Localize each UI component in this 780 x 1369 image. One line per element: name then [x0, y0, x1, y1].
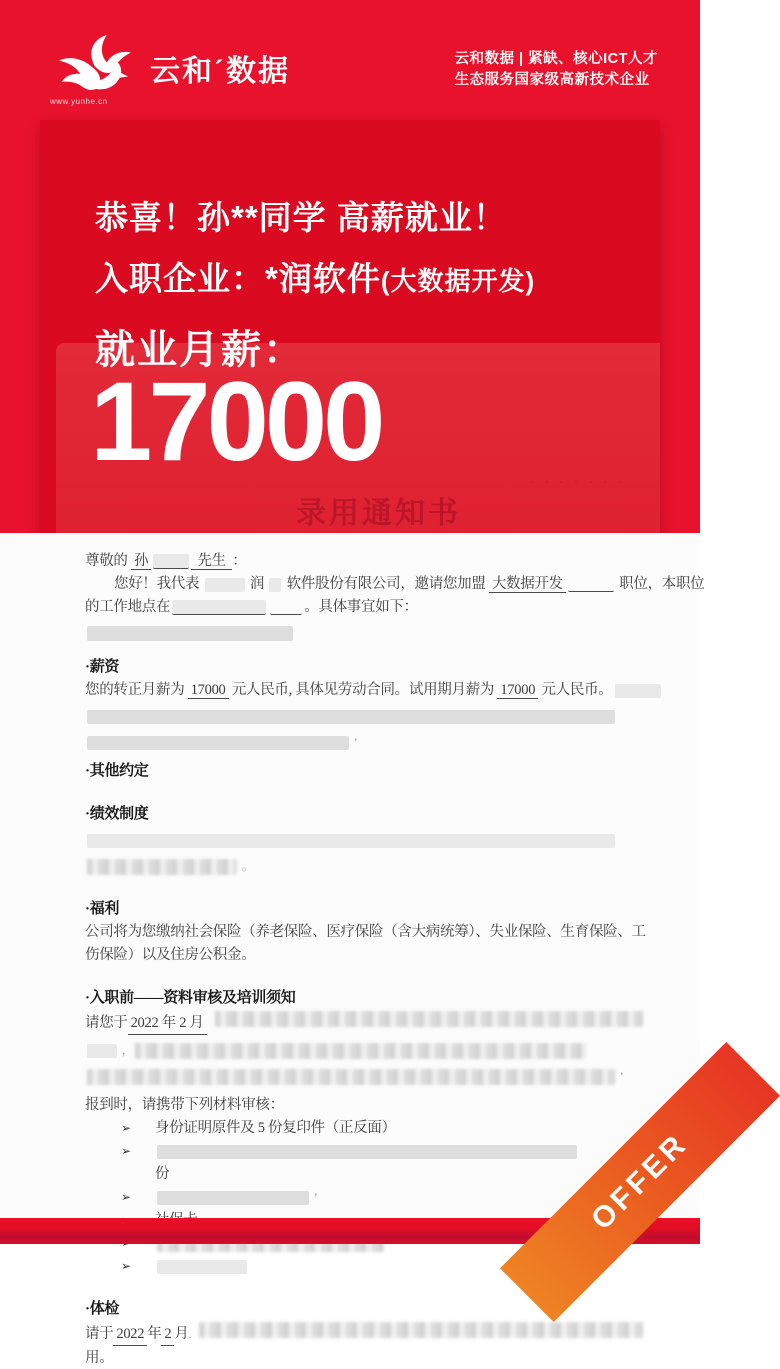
- letter-line: [85, 830, 645, 851]
- underlined-text: 17000: [497, 682, 538, 699]
- tagline-line2: 生态服务国家级高新技术企业: [454, 72, 650, 88]
- section-heading: [85, 657, 645, 678]
- letter-text: 请您于: [85, 1015, 128, 1031]
- underlined-text: 大数据开发: [489, 576, 566, 593]
- redacted-block: [269, 578, 281, 592]
- congrats-line: 恭喜！孙**同学 高薪就业！: [95, 199, 507, 236]
- letter-text: ，: [119, 1043, 134, 1057]
- redacted-block: [87, 859, 237, 875]
- letter-text: 月: [174, 1326, 189, 1342]
- letter-line: [85, 856, 645, 877]
- underlined-text: 2: [161, 1324, 174, 1346]
- section-heading: [85, 761, 645, 782]
- redacted-block: [87, 710, 615, 724]
- redacted-block: [157, 1260, 247, 1274]
- letter-line: [85, 1164, 645, 1185]
- letter-line: [85, 680, 645, 701]
- company-name: 入职企业：*润软件: [95, 260, 381, 297]
- letter-text: 。: [239, 859, 254, 873]
- underlined-text: 2022 年 2 月: [128, 1013, 207, 1035]
- letter-line: [85, 1066, 645, 1087]
- header: [0, 0, 700, 120]
- redacted-block: [87, 834, 615, 848]
- letter-line: [85, 706, 645, 727]
- letter-text: 身份证明原件及 5 份复印件（正反面）: [155, 1120, 396, 1136]
- salary-label: 就业月薪：: [95, 328, 305, 372]
- letter-text: 职位，本职位: [615, 576, 705, 592]
- letter-text: 伤保险）以及住房公积金。: [85, 947, 256, 963]
- letter-text: ’: [617, 1069, 624, 1083]
- underlined-text: 先生: [191, 553, 232, 570]
- blurred-text-block: [199, 1322, 643, 1338]
- letter-line: [85, 551, 645, 572]
- letter-line: [85, 945, 645, 966]
- redacted-block: [87, 626, 293, 641]
- letter-line: [85, 574, 705, 595]
- letter-line: [85, 1011, 645, 1035]
- salary-value: 17000: [90, 359, 382, 484]
- letter-text: ·入职前——资料审核及培训须知: [85, 990, 296, 1006]
- letter-text: .: [188, 1327, 192, 1341]
- letter-text: 。具体事宜如下：: [304, 599, 418, 615]
- letter-line: [85, 1348, 645, 1369]
- bird-logo-icon: [52, 34, 144, 96]
- bullet-arrow-icon: ➢: [121, 1259, 131, 1273]
- ghost-dots: · · · · · · ·: [530, 476, 626, 488]
- letter-text: ·薪资: [85, 659, 120, 675]
- letter-text: 软件股份有限公司，邀请您加盟: [283, 576, 489, 592]
- letter-line: [85, 1141, 645, 1162]
- bullet-arrow-icon: ➢: [121, 1121, 131, 1135]
- letter-text: 请于: [85, 1326, 114, 1342]
- letter-text: 年: [147, 1326, 162, 1342]
- redacted-blank: [153, 554, 189, 569]
- letter-text: 元人民币。: [538, 682, 613, 698]
- letter-text: ’: [351, 735, 358, 749]
- letter-text: 份: [155, 1166, 170, 1182]
- letter-text: 元人民币, 具体见劳动合同。试用期月薪为: [228, 682, 498, 698]
- underline-blank: [270, 600, 302, 615]
- letter-text: 您好！我代表: [114, 576, 203, 592]
- company-line: [95, 253, 535, 300]
- letter-text: ·绩效制度: [85, 806, 149, 822]
- redacted-block: [87, 736, 349, 750]
- letter-line: [85, 1187, 645, 1208]
- letter-text: 您的转正月薪为: [85, 682, 188, 698]
- letter-text: 尊敬的: [85, 553, 131, 569]
- redacted-block: [87, 1044, 117, 1058]
- underline-blank: [568, 577, 614, 592]
- logo: [52, 34, 290, 96]
- letter-text: 润: [246, 576, 268, 592]
- letter-text: ·福利: [85, 901, 120, 917]
- company-role: (大数据开发): [380, 266, 536, 296]
- bullet-arrow-icon: ➢: [121, 1144, 131, 1158]
- offer-letter: [0, 533, 705, 1366]
- header-tagline: [455, 49, 658, 91]
- letter-line: [85, 1040, 645, 1061]
- letter-text: ：: [232, 553, 247, 569]
- bullet-arrow-icon: ➢: [121, 1190, 131, 1204]
- tagline-line1: 云和数据 | 紧缺、核心ICT人才: [454, 51, 658, 67]
- blurred-text-block: [135, 1043, 587, 1059]
- letter-text: ’: [311, 1190, 318, 1204]
- letter-line: [85, 623, 645, 644]
- underlined-text: 17000: [188, 682, 229, 699]
- blurred-text-block: [87, 1069, 615, 1085]
- letter-text: 公司将为您缴纳社会保险（养老保险、医疗保险（含大病统筹）、失业保险、生育保险、工: [85, 924, 646, 940]
- redacted-blank: [172, 600, 266, 615]
- letter-line: [85, 1322, 645, 1346]
- letter-text: 用。: [85, 1350, 114, 1366]
- section-heading: [85, 899, 645, 920]
- letter-text: 报到时，请携带下列材料审核：: [85, 1097, 284, 1113]
- letter-line: [85, 922, 645, 943]
- ghost-letter-title: 录用通知书: [296, 497, 461, 530]
- redacted-block: [615, 684, 661, 698]
- section-heading: [85, 804, 645, 825]
- red-background: [0, 0, 700, 533]
- letter-line: [85, 597, 645, 618]
- section-heading: [85, 988, 645, 1009]
- logo-url: www.yunhe.cn: [50, 97, 108, 106]
- announcement-card: [40, 120, 660, 533]
- underlined-text: 孙: [131, 553, 151, 570]
- letter-line: [85, 732, 645, 753]
- redacted-block: [157, 1145, 577, 1159]
- blurred-text-block: [215, 1011, 643, 1027]
- letter-line: [85, 1095, 645, 1116]
- redacted-block: [157, 1191, 309, 1205]
- letter-text: 的工作地点在: [85, 599, 171, 615]
- letter-text: ·体检: [85, 1301, 120, 1317]
- logo-text: 云和ˊ数据: [150, 55, 290, 88]
- letter-text: ·其他约定: [85, 763, 149, 779]
- letter-line: [85, 1118, 645, 1139]
- redacted-block: [205, 578, 245, 592]
- ribbon-label: OFFER: [584, 1126, 695, 1237]
- underlined-text: 2022: [113, 1324, 147, 1346]
